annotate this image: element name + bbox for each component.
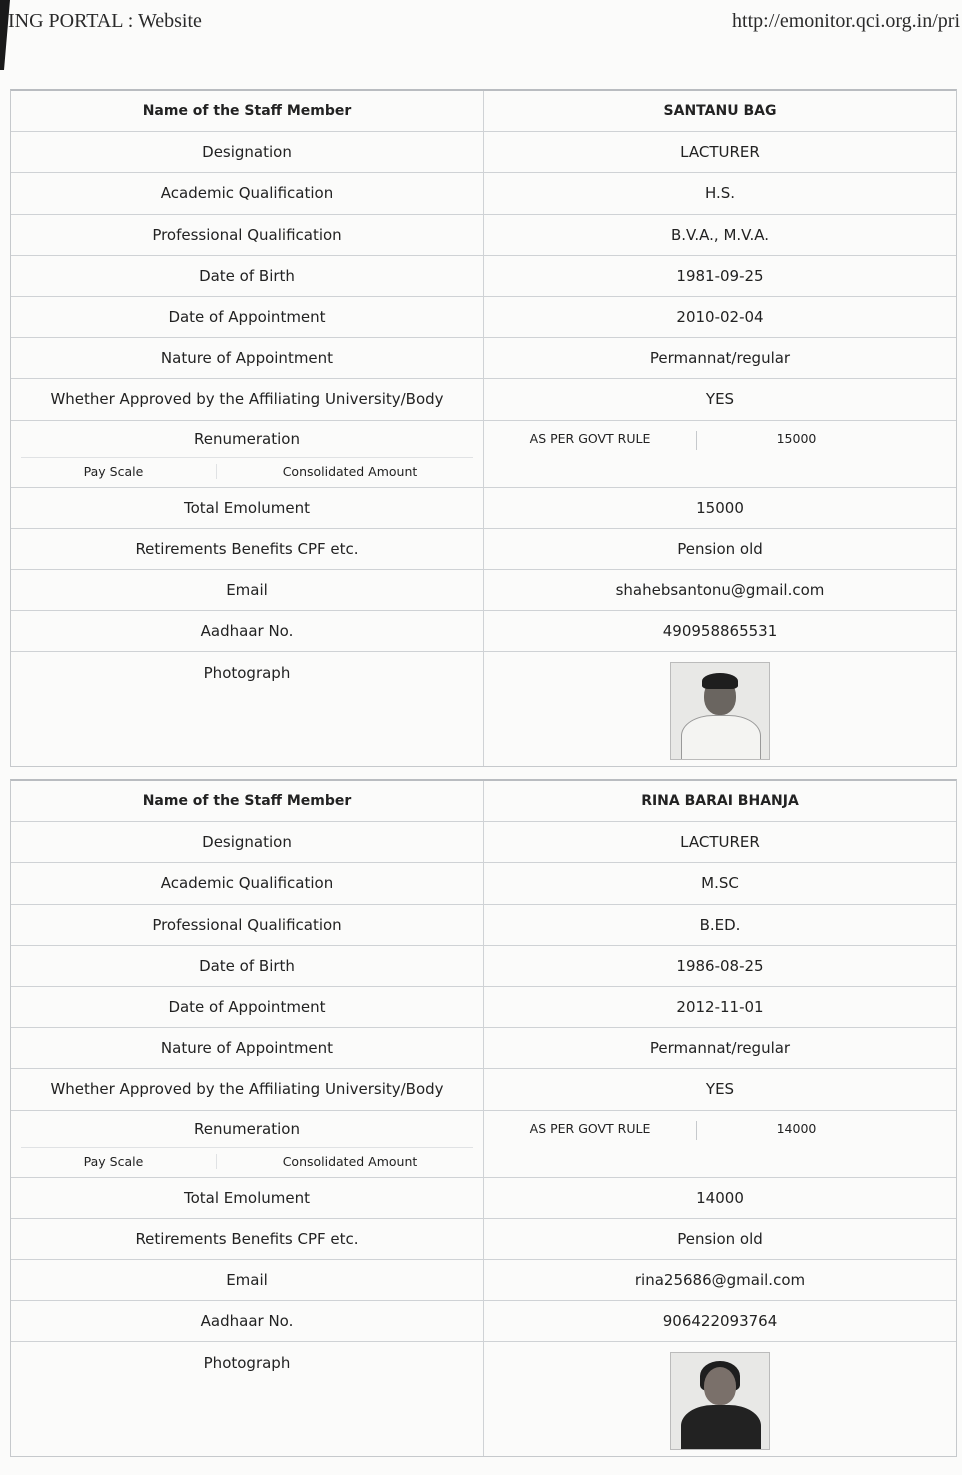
professional-row bbox=[11, 215, 956, 256]
photograph-row bbox=[11, 1342, 956, 1456]
email-value: rina25686@gmail.com bbox=[634, 1270, 806, 1289]
academic-row bbox=[11, 863, 956, 904]
email-value: shahebsantonu@gmail.com bbox=[615, 580, 825, 599]
approved-label: Whether Approved by the Affiliating University/Body bbox=[11, 379, 484, 419]
dob-value: 1986-08-25 bbox=[676, 956, 764, 975]
consolidated-label: Consolidated Amount bbox=[282, 1154, 418, 1169]
email-row bbox=[11, 570, 956, 611]
approved-label: Whether Approved by the Affiliating University/Body bbox=[11, 1069, 484, 1109]
photo-saree bbox=[681, 1405, 761, 1450]
page-url: http://emonitor.qci.org.in/pri bbox=[732, 10, 960, 32]
staff-card bbox=[10, 89, 957, 767]
pay-scale-value: AS PER GOVT RULE bbox=[484, 431, 697, 450]
aadhaar-value: 906422093764 bbox=[662, 1312, 778, 1331]
retirement-row bbox=[11, 1219, 956, 1260]
total-label: Total Emolument bbox=[11, 488, 484, 528]
pay-scale-value: AS PER GOVT RULE bbox=[484, 1121, 697, 1140]
consolidated-value: 15000 bbox=[776, 430, 817, 446]
aadhaar-value: 490958865531 bbox=[662, 622, 778, 641]
nature-label: Nature of Appointment bbox=[11, 338, 484, 378]
renumeration-label-group bbox=[11, 421, 484, 487]
photo-shirt bbox=[681, 715, 761, 760]
aadhaar-label: Aadhaar No. bbox=[11, 1301, 484, 1341]
dob-row bbox=[11, 946, 956, 987]
retirement-row bbox=[11, 529, 956, 570]
nature-label: Nature of Appointment bbox=[11, 1028, 484, 1068]
photograph-cell bbox=[484, 652, 956, 766]
renumeration-row bbox=[11, 421, 956, 488]
email-row bbox=[11, 1260, 956, 1301]
academic-value: M.SC bbox=[701, 874, 739, 893]
pay-scale-label: Pay Scale bbox=[11, 464, 217, 479]
doa-label: Date of Appointment bbox=[11, 297, 484, 337]
dob-value: 1981-09-25 bbox=[676, 266, 764, 285]
nature-row bbox=[11, 338, 956, 379]
renumeration-row bbox=[11, 1111, 956, 1178]
professional-label: Professional Qualification bbox=[11, 905, 484, 945]
approved-row bbox=[11, 1069, 956, 1110]
dob-row bbox=[11, 256, 956, 297]
approved-row bbox=[11, 379, 956, 420]
designation-value: LACTURER bbox=[680, 143, 760, 162]
retirement-label: Retirements Benefits CPF etc. bbox=[11, 1219, 484, 1259]
staff-card bbox=[10, 779, 957, 1457]
nature-row bbox=[11, 1028, 956, 1069]
photograph-cell bbox=[484, 1342, 956, 1456]
name-label: Name of the Staff Member bbox=[11, 91, 484, 131]
designation-label: Designation bbox=[11, 132, 484, 172]
photograph-label: Photograph bbox=[11, 652, 484, 766]
email-label: Email bbox=[11, 570, 484, 610]
total-label: Total Emolument bbox=[11, 1178, 484, 1218]
name-label: Name of the Staff Member bbox=[11, 781, 484, 821]
total-value: 14000 bbox=[696, 1188, 744, 1207]
email-label: Email bbox=[11, 1260, 484, 1300]
designation-value: LACTURER bbox=[680, 833, 760, 852]
designation-row bbox=[11, 822, 956, 863]
photo-hair bbox=[702, 673, 738, 689]
professional-value: B.ED. bbox=[699, 915, 741, 934]
renumeration-sub-labels bbox=[11, 458, 483, 486]
aadhaar-label: Aadhaar No. bbox=[11, 611, 484, 651]
renumeration-sub-labels bbox=[11, 1148, 483, 1176]
renumeration-label: Renumeration bbox=[21, 1111, 473, 1148]
portal-title: ING PORTAL : Website bbox=[8, 10, 202, 32]
academic-label: Academic Qualification bbox=[11, 173, 484, 213]
dob-label: Date of Birth bbox=[11, 946, 484, 986]
doa-value: 2012-11-01 bbox=[676, 998, 764, 1017]
retirement-value: Pension old bbox=[677, 1229, 763, 1248]
academic-label: Academic Qualification bbox=[11, 863, 484, 903]
total-row bbox=[11, 488, 956, 529]
renumeration-label: Renumeration bbox=[21, 421, 473, 458]
name-row bbox=[11, 91, 956, 132]
nature-value: Permannat/regular bbox=[649, 349, 791, 368]
dob-label: Date of Birth bbox=[11, 256, 484, 296]
staff-photo bbox=[670, 1352, 770, 1450]
designation-row bbox=[11, 132, 956, 173]
doa-row bbox=[11, 987, 956, 1028]
doa-value: 2010-02-04 bbox=[676, 308, 764, 327]
professional-label: Professional Qualification bbox=[11, 215, 484, 255]
professional-row bbox=[11, 905, 956, 946]
renumeration-label-group bbox=[11, 1111, 484, 1177]
aadhaar-row bbox=[11, 611, 956, 652]
total-value: 15000 bbox=[696, 498, 744, 517]
academic-value: H.S. bbox=[704, 184, 736, 203]
name-row bbox=[11, 781, 956, 822]
aadhaar-row bbox=[11, 1301, 956, 1342]
staff-photo bbox=[670, 662, 770, 760]
nature-value: Permannat/regular bbox=[649, 1039, 791, 1058]
photograph-row bbox=[11, 652, 956, 766]
doa-label: Date of Appointment bbox=[11, 987, 484, 1027]
retirement-label: Retirements Benefits CPF etc. bbox=[11, 529, 484, 569]
designation-label: Designation bbox=[11, 822, 484, 862]
photograph-label: Photograph bbox=[11, 1342, 484, 1456]
renumeration-values bbox=[484, 421, 956, 487]
approved-value: YES bbox=[705, 1080, 735, 1099]
pay-scale-label: Pay Scale bbox=[11, 1154, 217, 1169]
name-value: RINA BARAI BHANJA bbox=[641, 793, 799, 810]
photo-face bbox=[704, 1367, 736, 1405]
doa-row bbox=[11, 297, 956, 338]
retirement-value: Pension old bbox=[677, 539, 763, 558]
academic-row bbox=[11, 173, 956, 214]
consolidated-value: 14000 bbox=[776, 1120, 817, 1136]
renumeration-values bbox=[484, 1111, 956, 1177]
professional-value: B.V.A., M.V.A. bbox=[670, 225, 770, 244]
name-value: SANTANU BAG bbox=[663, 103, 777, 120]
total-row bbox=[11, 1178, 956, 1219]
consolidated-label: Consolidated Amount bbox=[282, 464, 418, 479]
approved-value: YES bbox=[705, 390, 735, 409]
